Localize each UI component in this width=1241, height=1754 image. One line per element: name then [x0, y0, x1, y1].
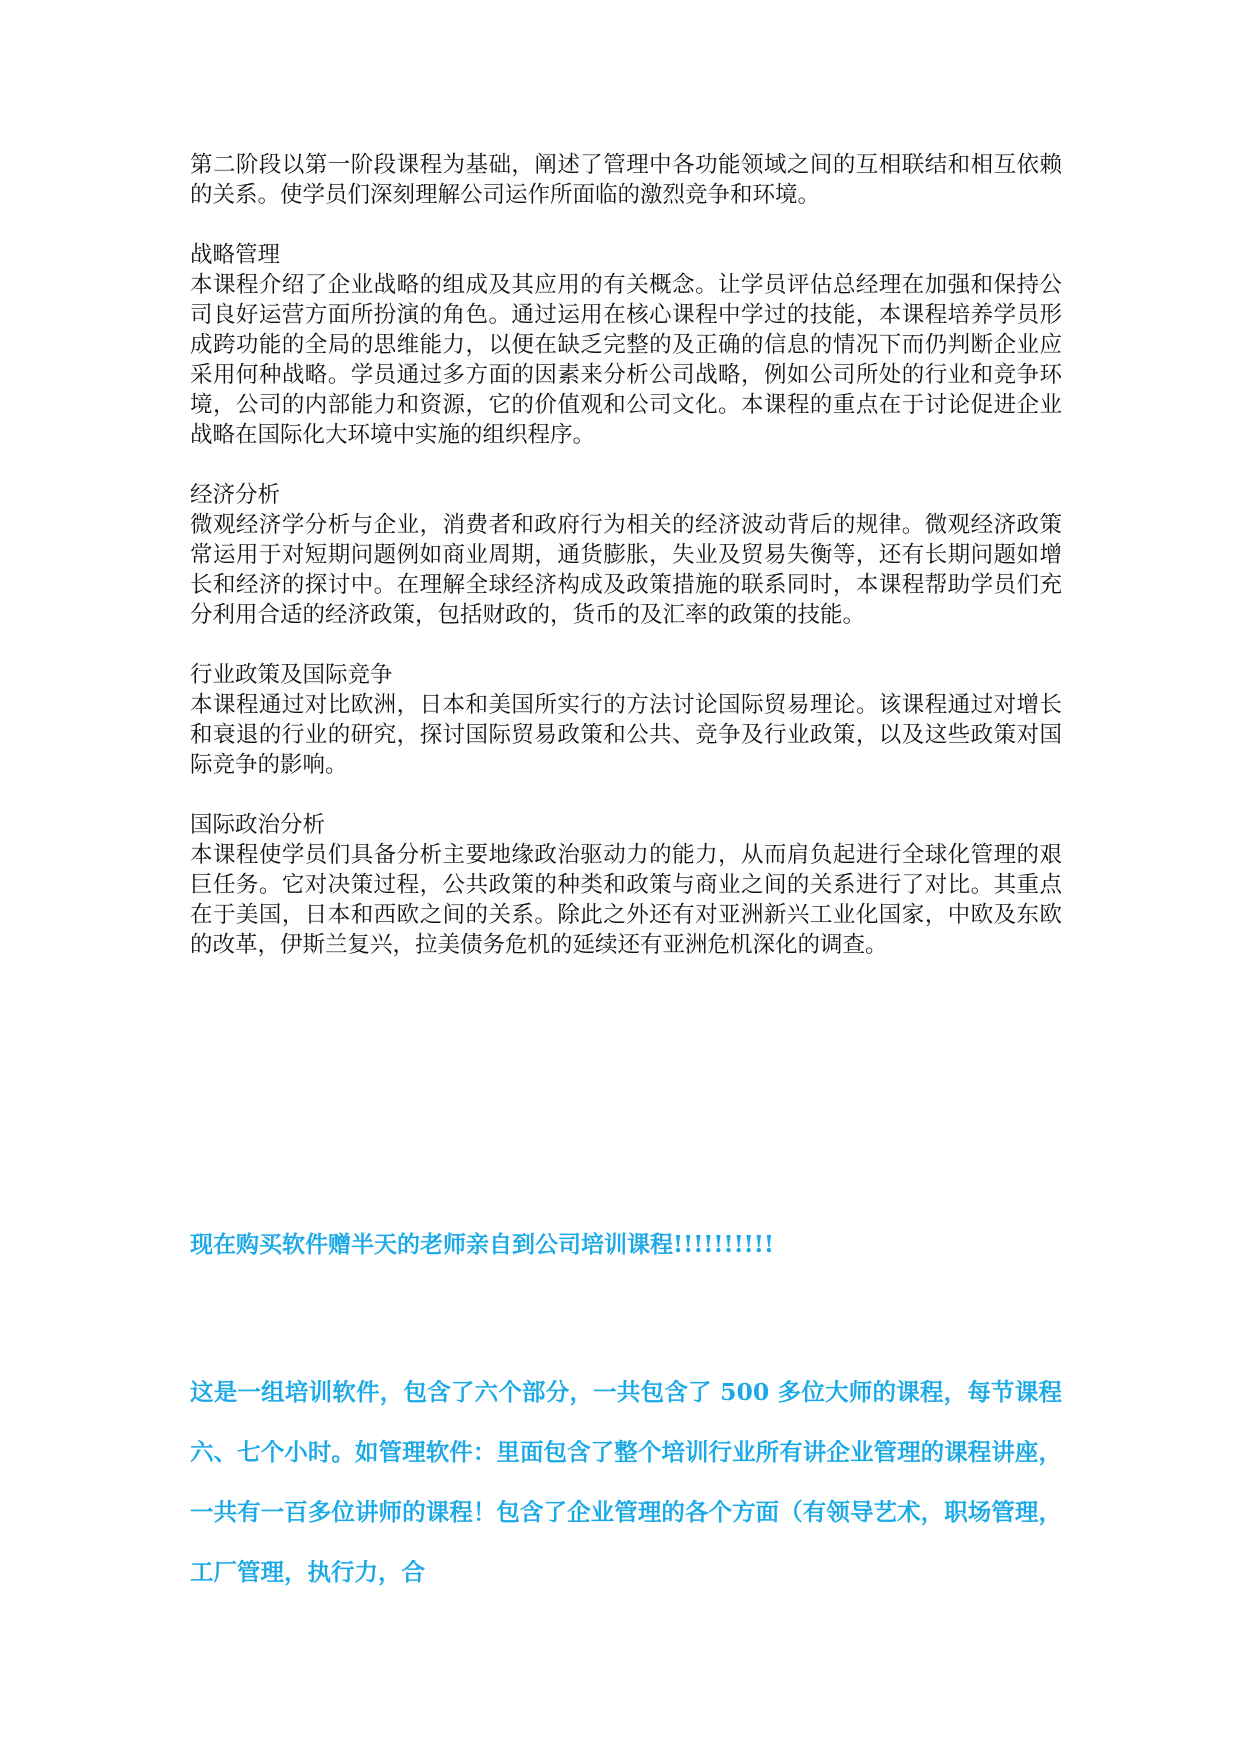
section-strategic-management	[190, 240, 1062, 450]
section-title: 国际政治分析	[190, 812, 326, 838]
document-page	[190, 150, 1062, 960]
section-economic-analysis	[190, 480, 1062, 630]
section-political-analysis	[190, 810, 1062, 960]
promo-headline: 现在购买软件赠半天的老师亲自到公司培训课程!!!!!!!!!!	[190, 1231, 774, 1258]
section-body: 本课程通过对比欧洲，日本和美国所实行的方法讨论国际贸易理论。该课程通过对增长和衰退的行业的研究，探讨国际贸易政策和公共、竞争及行业政策，以及这些政策对国际竞争的影响。	[190, 692, 1062, 778]
section-body: 微观经济学分析与企业，消费者和政府行为相关的经济波动背后的规律。微观经济政策常运用于对短期问题例如商业周期，通货膨胀，失业及贸易失衡等，还有长期问题如增长和经济的探讨中。在理解全球经济构成及政策措施的联系同时，本课程帮助学员们充分利用合适的经济政策，包括财政的，货币的及汇率的政策的技能。	[190, 512, 1062, 628]
intro-paragraph: 第二阶段以第一阶段课程为基础，阐述了管理中各功能领域之间的互相联结和相互依赖的关系。使学员们深刻理解公司运作所面临的激烈竞争和环境。	[190, 152, 1062, 208]
section-title: 行业政策及国际竞争	[190, 662, 393, 688]
section-title: 经济分析	[190, 482, 281, 508]
section-body: 本课程介绍了企业战略的组成及其应用的有关概念。让学员评估总经理在加强和保持公司良好运营方面所扮演的角色。通过运用在核心课程中学过的技能，本课程培养学员形成跨功能的全局的思维能力，以便在缺乏完整的及正确的信息的情况下而仍判断企业应采用何种战略。学员通过多方面的因素来分析公司战略，例如公司所处的行业和竞争环境，公司的内部能力和资源，它的价值观和公司文化。本课程的重点在于讨论促进企业战略在国际化大环境中实施的组织程序。	[190, 272, 1062, 448]
section-industry-policy	[190, 660, 1062, 780]
promo-body: 这是一组培训软件，包含了六个部分，一共包含了 500 多位大师的课程，每节课程六、七个小时。如管理软件：里面包含了整个培训行业所有讲企业管理的课程讲座，一共有一百多位讲师的课程！包含了企业管理的各个方面（有领导艺术，职场管理，工厂管理，执行力，合	[190, 1378, 1062, 1586]
section-title: 战略管理	[190, 242, 281, 268]
section-body: 本课程使学员们具备分析主要地缘政治驱动力的能力，从而肩负起进行全球化管理的艰巨任务。它对决策过程，公共政策的种类和政策与商业之间的关系进行了对比。其重点在于美国，日本和西欧之间的关系。除此之外还有对亚洲新兴工业化国家，中欧及东欧的改革，伊斯兰复兴，拉美债务危机的延续还有亚洲危机深化的调查。	[190, 842, 1062, 958]
